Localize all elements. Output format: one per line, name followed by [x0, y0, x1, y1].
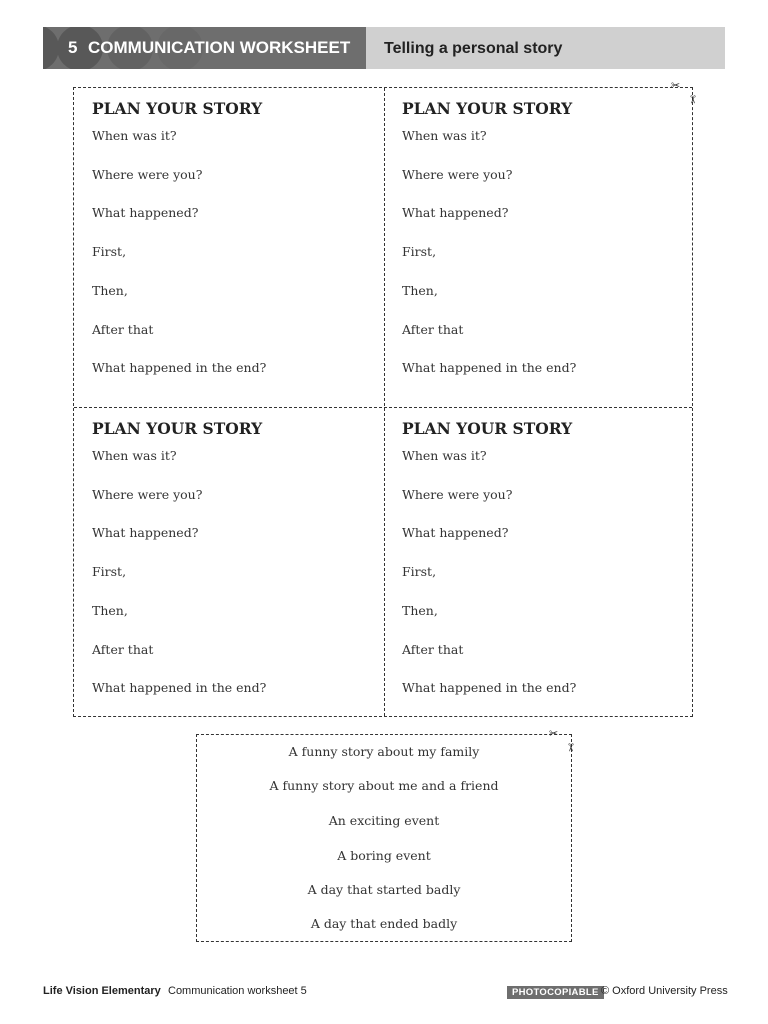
- prompt-when: When was it?: [402, 448, 487, 463]
- topic-item: An exciting event: [328, 813, 440, 828]
- worksheet-title: COMMUNICATION WORKSHEET: [88, 38, 351, 57]
- prompt-what-happened: What happened?: [92, 205, 199, 220]
- story-plan-card: [92, 88, 392, 398]
- topic-item: A boring event: [337, 848, 431, 863]
- topic-item: A day that started badly: [307, 882, 461, 897]
- prompt-first: First,: [92, 564, 127, 579]
- prompt-what-happened: What happened?: [92, 525, 199, 540]
- prompt-end: What happened in the end?: [402, 360, 577, 375]
- card-title: PLAN YOUR STORY: [402, 419, 573, 438]
- topic-item: A day that ended badly: [310, 916, 458, 931]
- prompt-then: Then,: [402, 603, 438, 618]
- prompt-where: Where were you?: [402, 487, 513, 502]
- card-title: PLAN YOUR STORY: [402, 99, 573, 118]
- prompt-first: First,: [402, 564, 437, 579]
- footer-publisher: © Oxford University Press: [601, 985, 728, 997]
- scissors-icon: ✂: [686, 94, 700, 105]
- prompt-when: When was it?: [92, 448, 177, 463]
- prompt-after-that: After that: [92, 642, 154, 657]
- prompt-first: First,: [92, 244, 127, 259]
- prompt-then: Then,: [92, 283, 128, 298]
- story-plan-card: [92, 408, 392, 718]
- footer-book-title: Life Vision Elementary: [43, 985, 161, 997]
- header-subtitle-bar: [366, 27, 725, 69]
- photocopiable-badge: PHOTOCOPIABLE: [507, 986, 604, 999]
- scissors-icon: ✂: [671, 79, 681, 92]
- prompt-first: First,: [402, 244, 437, 259]
- card-title: PLAN YOUR STORY: [92, 99, 263, 118]
- prompt-where: Where were you?: [92, 487, 203, 502]
- prompt-end: What happened in the end?: [92, 360, 267, 375]
- prompt-what-happened: What happened?: [402, 205, 509, 220]
- prompt-end: What happened in the end?: [402, 680, 577, 695]
- prompt-after-that: After that: [402, 642, 464, 657]
- story-plan-grid: [73, 87, 693, 717]
- topic-item: A funny story about me and a friend: [269, 778, 499, 793]
- card-title: PLAN YOUR STORY: [92, 419, 263, 438]
- prompt-after-that: After that: [402, 322, 464, 337]
- worksheet-number: 5: [68, 38, 78, 57]
- prompt-end: What happened in the end?: [92, 680, 267, 695]
- prompt-when: When was it?: [402, 128, 487, 143]
- footer-worksheet-label: Communication worksheet 5: [168, 985, 307, 997]
- story-plan-card: [402, 88, 702, 398]
- topic-item: A funny story about my family: [288, 744, 480, 759]
- worksheet-subtitle: Telling a personal story: [384, 40, 563, 57]
- prompt-when: When was it?: [92, 128, 177, 143]
- prompt-after-that: After that: [92, 322, 154, 337]
- story-topics-box: [196, 734, 572, 942]
- scissors-icon: ✂: [564, 742, 578, 753]
- story-plan-card: [402, 408, 702, 718]
- prompt-what-happened: What happened?: [402, 525, 509, 540]
- prompt-where: Where were you?: [402, 167, 513, 182]
- scissors-icon: ✂: [549, 727, 559, 740]
- prompt-where: Where were you?: [92, 167, 203, 182]
- prompt-then: Then,: [92, 603, 128, 618]
- prompt-then: Then,: [402, 283, 438, 298]
- header-bar: [43, 27, 366, 69]
